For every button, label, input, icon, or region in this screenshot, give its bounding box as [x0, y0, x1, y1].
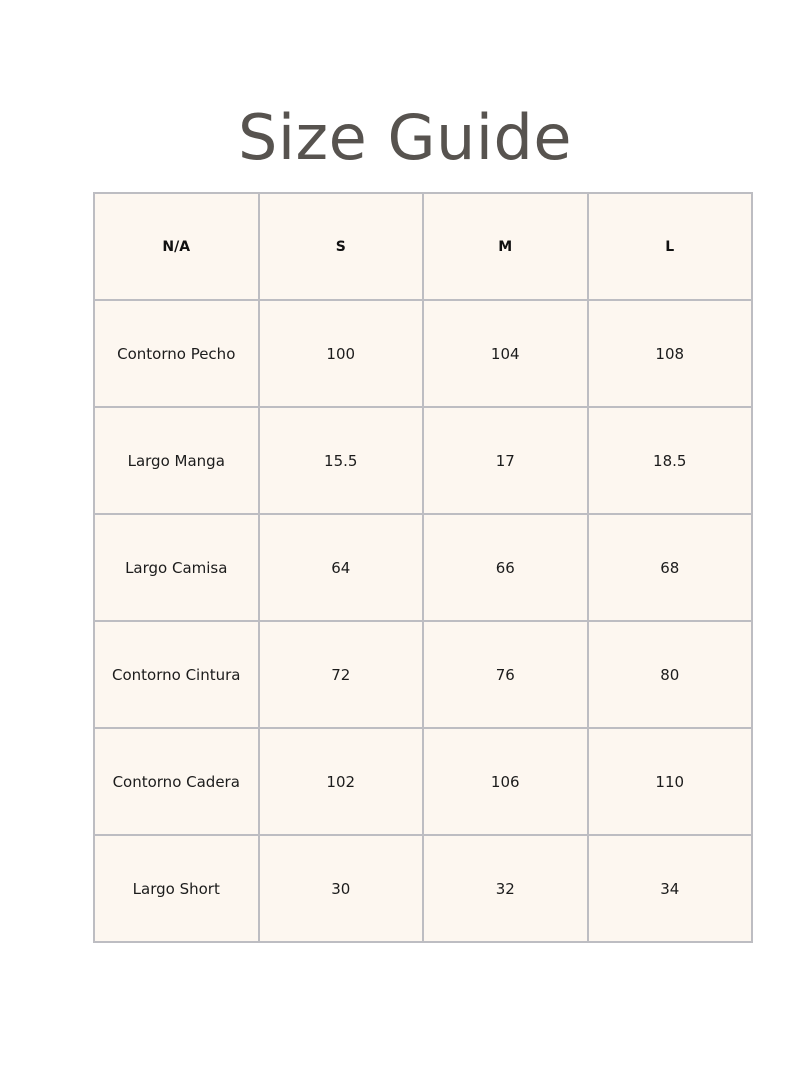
table-cell: 30 — [259, 835, 424, 942]
table-row — [94, 300, 752, 407]
table-cell: 66 — [423, 514, 588, 621]
column-header-size-s: S — [259, 193, 424, 300]
table-row — [94, 407, 752, 514]
table-cell: 110 — [588, 728, 753, 835]
table-cell: 106 — [423, 728, 588, 835]
column-header-label: N/A — [94, 193, 259, 300]
table-cell: 76 — [423, 621, 588, 728]
table-cell: 80 — [588, 621, 753, 728]
table-cell: 102 — [259, 728, 424, 835]
page-title: Size Guide — [237, 101, 573, 174]
table-cell: 64 — [259, 514, 424, 621]
row-label: Contorno Cintura — [94, 621, 259, 728]
column-header-size-l: L — [588, 193, 753, 300]
table-cell: 108 — [588, 300, 753, 407]
table-row — [94, 728, 752, 835]
size-guide-table — [93, 192, 753, 943]
column-header-size-m: M — [423, 193, 588, 300]
table-row — [94, 835, 752, 942]
table-cell: 17 — [423, 407, 588, 514]
row-label: Contorno Cadera — [94, 728, 259, 835]
row-label: Contorno Pecho — [94, 300, 259, 407]
table-row — [94, 514, 752, 621]
table-cell: 32 — [423, 835, 588, 942]
row-label: Largo Short — [94, 835, 259, 942]
table-cell: 68 — [588, 514, 753, 621]
row-label: Largo Camisa — [94, 514, 259, 621]
table-cell: 18.5 — [588, 407, 753, 514]
table-cell: 34 — [588, 835, 753, 942]
table-header-row — [94, 193, 752, 300]
table-cell: 15.5 — [259, 407, 424, 514]
table-cell: 100 — [259, 300, 424, 407]
table-cell: 104 — [423, 300, 588, 407]
row-label: Largo Manga — [94, 407, 259, 514]
table-cell: 72 — [259, 621, 424, 728]
table-row — [94, 621, 752, 728]
